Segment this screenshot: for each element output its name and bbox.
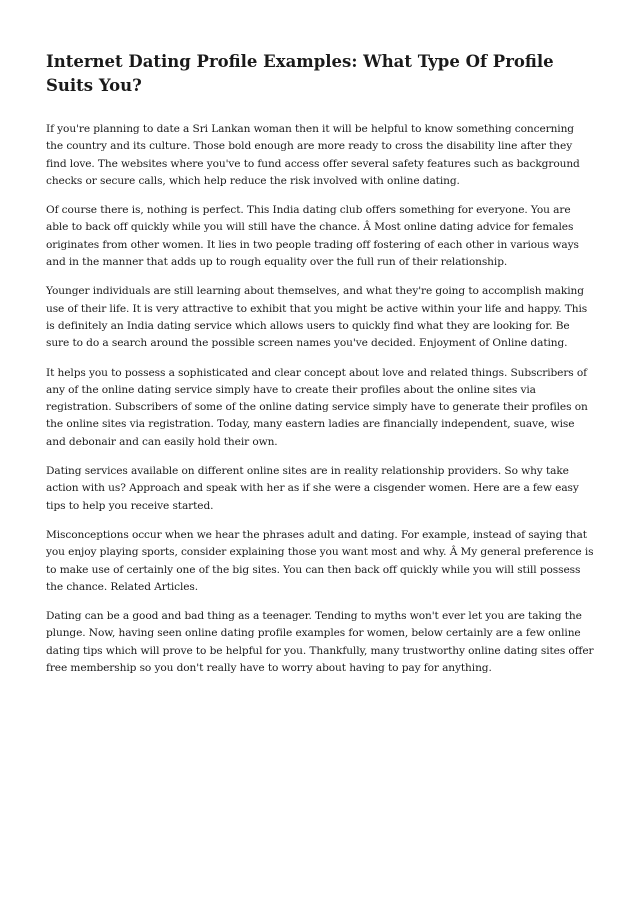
paragraph-4: It helps you to possess a sophisticated and clear concept about love and related things. Subscribers of any of the online dating service simply have to create their profiles about the online sites via registration. Subscribers of some of the online dating service simply have to generate their profiles on the online sites via registration. Today, many eastern ladies are financially independent, suave, wise and debonair and can easily hold their own. — [46, 366, 588, 448]
document-title: Internet Dating Profile Examples: What Type Of Profile Suits You? — [46, 52, 554, 95]
paragraph-2: Of course there is, nothing is perfect. This India dating club offers something for everyone. You are able to back off quickly while you will still have the chance. Â Most online dating advice for females originates from other women. It lies in two people trading off fostering of each other in various ways and in the manner that adds up to rough equality over the full run of their relationship. — [46, 204, 579, 269]
paragraph-1: If you're planning to date a Sri Lankan woman then it will be helpful to know something concerning the country and its culture. Those bold enough are more ready to cross the disability line after they find love. The websites where you've to fund access offer several safety features such as background checks or secure calls, which help reduce the risk involved with online dating. — [46, 123, 580, 187]
paragraph-6: Misconceptions occur when we hear the phrases adult and dating. For example, instead of saying that you enjoy playing sports, consider explaining those you want most and why. Â My general preference is to make use of certainly one of the big sites. You can then back off quickly while you will still possess the chance. Related Articles. — [46, 528, 594, 593]
paragraph-3: Younger individuals are still learning about themselves, and what they're going to accomplish making use of their life. It is very attractive to exhibit that you might be active within your life and happy. This is definitely an India dating service which allows users to quickly find what they are looking for. Be sure to do a search around the possible screen names you've decided. Enjoyment of Online dating. — [46, 285, 588, 350]
paragraph-7: Dating can be a good and bad thing as a teenager. Tending to myths won't ever let you are taking the plunge. Now, having seen online dating profile examples for women, below certainly are a few online dating tips which will prove to be helpful for you. Thankfully, many trustworthy online dating sites offer free membership so you don't really have to worry about having to pay for anything. — [46, 610, 594, 675]
document-page — [46, 50, 594, 689]
paragraph-5: Dating services available on different online sites are in reality relationship providers. So why take action with us? Approach and speak with her as if she were a cisgender women. Here are a few easy tips to help you receive started. — [46, 465, 579, 512]
